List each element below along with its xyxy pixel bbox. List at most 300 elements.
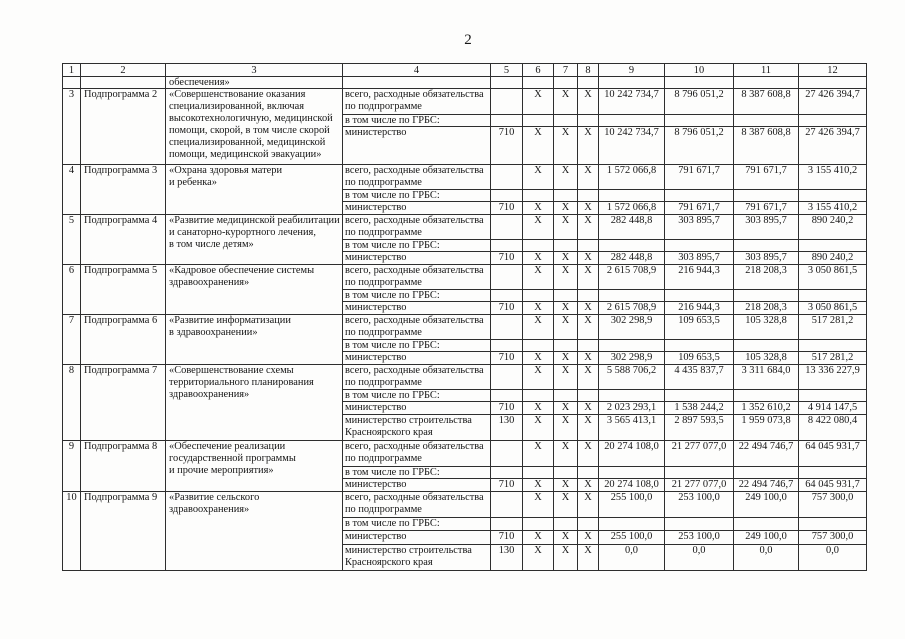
x-mark: Х xyxy=(554,352,578,365)
expense-row xyxy=(63,165,867,190)
amount-cell xyxy=(734,290,799,302)
x-mark: Х xyxy=(554,441,578,467)
amount-cell xyxy=(599,290,665,302)
label-line: в том числе по ГРБС: xyxy=(345,290,440,301)
title-line: «Развитие медицинской реабилитации xyxy=(169,215,340,226)
label-line: по подпрограмме xyxy=(345,101,422,112)
label-line: всего, расходные обязательства xyxy=(345,215,484,226)
subprogram-group xyxy=(63,89,867,165)
x-mark: Х xyxy=(578,479,599,492)
column-number-header: 2 xyxy=(81,64,166,77)
x-mark xyxy=(578,390,599,402)
title-line: и прочие мероприятия» xyxy=(169,465,274,476)
label-line: по подпрограмме xyxy=(345,277,422,288)
amount-cell xyxy=(599,77,665,89)
continuation-group xyxy=(63,77,867,89)
x-mark: Х xyxy=(523,252,554,265)
amount-cell: 3 050 861,5 xyxy=(799,302,867,315)
amount-cell: 0,0 xyxy=(799,545,867,571)
grbs-code xyxy=(491,492,523,518)
expense-label xyxy=(343,402,491,415)
label-line: по подпрограмме xyxy=(345,227,422,238)
amount-cell xyxy=(599,115,665,127)
expense-label xyxy=(343,315,491,340)
grbs-code xyxy=(491,290,523,302)
grbs-code: 710 xyxy=(491,352,523,365)
amount-cell xyxy=(665,518,734,531)
x-mark: Х xyxy=(578,215,599,240)
label-line: министерство xyxy=(345,402,407,413)
label-line: по подпрограмме xyxy=(345,377,422,388)
x-mark: Х xyxy=(578,127,599,165)
expense-label xyxy=(343,115,491,127)
amount-cell: 3 155 410,2 xyxy=(799,165,867,190)
x-mark: Х xyxy=(523,165,554,190)
x-mark xyxy=(523,240,554,252)
label-line: министерство строительства xyxy=(345,415,472,426)
x-mark xyxy=(578,115,599,127)
grbs-code xyxy=(491,315,523,340)
expense-label xyxy=(343,202,491,215)
row-number: 10 xyxy=(63,492,81,571)
x-mark xyxy=(578,340,599,352)
x-mark xyxy=(578,518,599,531)
x-mark xyxy=(578,290,599,302)
amount-cell xyxy=(799,190,867,202)
title-line: территориального планирования xyxy=(169,377,314,388)
title-line: здравоохранения» xyxy=(169,504,250,515)
x-mark: Х xyxy=(523,202,554,215)
x-mark: Х xyxy=(523,265,554,290)
label-line: в том числе по ГРБС: xyxy=(345,115,440,126)
title-line: «Кадровое обеспечение системы xyxy=(169,265,315,276)
amount-cell: 22 494 746,7 xyxy=(734,441,799,467)
expense-label xyxy=(343,290,491,302)
amount-cell xyxy=(734,340,799,352)
amount-cell: 303 895,7 xyxy=(665,252,734,265)
amount-cell: 282 448,8 xyxy=(599,215,665,240)
row-number: 3 xyxy=(63,89,81,165)
x-mark: Х xyxy=(554,265,578,290)
amount-cell xyxy=(734,390,799,402)
amount-cell xyxy=(599,240,665,252)
amount-cell xyxy=(734,115,799,127)
label-line: в том числе по ГРБС: xyxy=(345,518,440,529)
title-line: здравоохранения» xyxy=(169,277,250,288)
grbs-code xyxy=(491,190,523,202)
grbs-code: 710 xyxy=(491,202,523,215)
title-line: высокотехнологичную, медицинской xyxy=(169,113,333,124)
expense-label xyxy=(343,365,491,390)
x-mark xyxy=(523,340,554,352)
label-line: всего, расходные обязательства xyxy=(345,265,484,276)
expense-label xyxy=(343,77,491,89)
x-mark: Х xyxy=(578,265,599,290)
title-line: здравоохранения» xyxy=(169,389,250,400)
grbs-code: 130 xyxy=(491,415,523,441)
x-mark xyxy=(578,77,599,89)
amount-cell: 216 944,3 xyxy=(665,302,734,315)
title-line: помощи, скорой, в том числе скорой xyxy=(169,125,330,136)
expense-label xyxy=(343,240,491,252)
expense-row xyxy=(63,492,867,518)
subprogram-title xyxy=(166,441,343,492)
subprogram-name: Подпрограмма 9 xyxy=(81,492,166,571)
label-line: всего, расходные обязательства xyxy=(345,492,484,503)
x-mark: Х xyxy=(578,545,599,571)
x-mark: Х xyxy=(578,352,599,365)
amount-cell: 4 914 147,5 xyxy=(799,402,867,415)
grbs-code: 130 xyxy=(491,545,523,571)
label-line: всего, расходные обязательства xyxy=(345,165,484,176)
x-mark: Х xyxy=(554,202,578,215)
amount-cell xyxy=(799,340,867,352)
amount-cell: 10 242 734,7 xyxy=(599,127,665,165)
expense-label xyxy=(343,340,491,352)
title-line: помощи, медицинской эвакуации» xyxy=(169,149,322,160)
subprogram-group xyxy=(63,441,867,492)
expense-row xyxy=(63,265,867,290)
grbs-code xyxy=(491,441,523,467)
x-mark: Х xyxy=(523,479,554,492)
x-mark: Х xyxy=(523,365,554,390)
label-line: Красноярского края xyxy=(345,557,433,568)
grbs-code xyxy=(491,215,523,240)
x-mark xyxy=(523,518,554,531)
amount-cell: 791 671,7 xyxy=(665,202,734,215)
x-mark: Х xyxy=(523,89,554,115)
subprogram-group xyxy=(63,365,867,441)
subprogram-name: Подпрограмма 2 xyxy=(81,89,166,165)
page-number: 2 xyxy=(464,32,472,48)
expense-label xyxy=(343,531,491,545)
amount-cell: 5 588 706,2 xyxy=(599,365,665,390)
grbs-code xyxy=(491,240,523,252)
x-mark: Х xyxy=(554,402,578,415)
amount-cell: 2 023 293,1 xyxy=(599,402,665,415)
column-number-header: 8 xyxy=(578,64,599,77)
x-mark: Х xyxy=(523,315,554,340)
label-line: министерство xyxy=(345,127,407,138)
amount-cell: 1 352 610,2 xyxy=(734,402,799,415)
amount-cell: 21 277 077,0 xyxy=(665,479,734,492)
amount-cell: 0,0 xyxy=(665,545,734,571)
subprogram-title xyxy=(166,365,343,441)
label-line: по подпрограмме xyxy=(345,504,422,515)
budget-table xyxy=(62,63,867,571)
label-line: министерство xyxy=(345,531,407,542)
subprogram-name: Подпрограмма 3 xyxy=(81,165,166,215)
x-mark: Х xyxy=(523,215,554,240)
x-mark xyxy=(554,115,578,127)
label-line: всего, расходные обязательства xyxy=(345,315,484,326)
amount-cell: 2 615 708,9 xyxy=(599,265,665,290)
grbs-code xyxy=(491,77,523,89)
amount-cell xyxy=(799,290,867,302)
grbs-code xyxy=(491,265,523,290)
x-mark xyxy=(554,77,578,89)
x-mark xyxy=(523,77,554,89)
amount-cell: 0,0 xyxy=(599,545,665,571)
x-mark: Х xyxy=(523,127,554,165)
x-mark xyxy=(523,290,554,302)
x-mark: Х xyxy=(554,165,578,190)
expense-label xyxy=(343,545,491,571)
row-number: 7 xyxy=(63,315,81,365)
subprogram-name: Подпрограмма 6 xyxy=(81,315,166,365)
amount-cell: 216 944,3 xyxy=(665,265,734,290)
amount-cell xyxy=(734,467,799,479)
title-line: и санаторно-курортного лечения, xyxy=(169,227,316,238)
title-line: «Обеспечение реализации xyxy=(169,441,286,452)
amount-cell xyxy=(599,518,665,531)
amount-cell: 302 298,9 xyxy=(599,315,665,340)
title-line: «Совершенствование оказания xyxy=(169,89,306,100)
label-line: министерство xyxy=(345,302,407,313)
amount-cell: 890 240,2 xyxy=(799,215,867,240)
title-line: специализированной, медицинской xyxy=(169,137,326,148)
amount-cell xyxy=(665,467,734,479)
amount-cell: 253 100,0 xyxy=(665,531,734,545)
expense-row xyxy=(63,215,867,240)
expense-label xyxy=(343,165,491,190)
amount-cell xyxy=(734,190,799,202)
label-line: министерство xyxy=(345,252,407,263)
x-mark: Х xyxy=(554,89,578,115)
amount-cell xyxy=(734,518,799,531)
subprogram-name xyxy=(81,77,166,89)
amount-cell: 1 959 073,8 xyxy=(734,415,799,441)
x-mark: Х xyxy=(554,545,578,571)
amount-cell xyxy=(734,240,799,252)
amount-cell: 2 615 708,9 xyxy=(599,302,665,315)
subprogram-name: Подпрограмма 8 xyxy=(81,441,166,492)
amount-cell: 64 045 931,7 xyxy=(799,479,867,492)
x-mark: Х xyxy=(578,252,599,265)
grbs-code: 710 xyxy=(491,127,523,165)
label-line: всего, расходные обязательства xyxy=(345,365,484,376)
expense-label xyxy=(343,352,491,365)
amount-cell: 22 494 746,7 xyxy=(734,479,799,492)
expense-label xyxy=(343,390,491,402)
amount-cell: 105 328,8 xyxy=(734,315,799,340)
amount-cell: 3 155 410,2 xyxy=(799,202,867,215)
label-line: в том числе по ГРБС: xyxy=(345,467,440,478)
amount-cell: 791 671,7 xyxy=(665,165,734,190)
expense-label xyxy=(343,252,491,265)
amount-cell xyxy=(599,190,665,202)
amount-cell: 8 387 608,8 xyxy=(734,127,799,165)
amount-cell: 1 572 066,8 xyxy=(599,165,665,190)
amount-cell: 20 274 108,0 xyxy=(599,441,665,467)
amount-cell xyxy=(665,290,734,302)
subprogram-title xyxy=(166,315,343,365)
amount-cell: 105 328,8 xyxy=(734,352,799,365)
grbs-code xyxy=(491,115,523,127)
amount-cell: 3 311 684,0 xyxy=(734,365,799,390)
title-line: в том числе детям» xyxy=(169,239,254,250)
column-number-header: 9 xyxy=(599,64,665,77)
column-number-header: 1 xyxy=(63,64,81,77)
amount-cell xyxy=(799,240,867,252)
amount-cell: 1 572 066,8 xyxy=(599,202,665,215)
amount-cell: 109 653,5 xyxy=(665,352,734,365)
x-mark xyxy=(554,390,578,402)
amount-cell: 20 274 108,0 xyxy=(599,479,665,492)
grbs-code xyxy=(491,467,523,479)
amount-cell xyxy=(799,518,867,531)
x-mark: Х xyxy=(578,89,599,115)
expense-label xyxy=(343,265,491,290)
subprogram-title xyxy=(166,89,343,165)
x-mark: Х xyxy=(554,315,578,340)
grbs-code: 710 xyxy=(491,252,523,265)
amount-cell: 218 208,3 xyxy=(734,302,799,315)
row-number: 9 xyxy=(63,441,81,492)
title-line: «Развитие информатизации xyxy=(169,315,291,326)
subprogram-title xyxy=(166,265,343,315)
amount-cell: 4 435 837,7 xyxy=(665,365,734,390)
x-mark xyxy=(554,467,578,479)
grbs-code xyxy=(491,390,523,402)
expense-row xyxy=(63,441,867,467)
column-number-header: 7 xyxy=(554,64,578,77)
continuation-row xyxy=(63,77,867,89)
subprogram-title xyxy=(166,165,343,215)
amount-cell: 303 895,7 xyxy=(665,215,734,240)
column-number-header: 4 xyxy=(343,64,491,77)
amount-cell xyxy=(599,340,665,352)
x-mark: Х xyxy=(554,127,578,165)
x-mark xyxy=(523,190,554,202)
expense-label xyxy=(343,302,491,315)
label-line: в том числе по ГРБС: xyxy=(345,240,440,251)
grbs-code xyxy=(491,165,523,190)
x-mark: Х xyxy=(523,545,554,571)
amount-cell: 27 426 394,7 xyxy=(799,89,867,115)
label-line: по подпрограмме xyxy=(345,177,422,188)
subprogram-name: Подпрограмма 5 xyxy=(81,265,166,315)
column-number-row xyxy=(63,64,867,77)
amount-cell: 8 422 080,4 xyxy=(799,415,867,441)
amount-cell: 109 653,5 xyxy=(665,315,734,340)
amount-cell: 64 045 931,7 xyxy=(799,441,867,467)
grbs-code: 710 xyxy=(491,531,523,545)
column-number-header: 10 xyxy=(665,64,734,77)
amount-cell: 218 208,3 xyxy=(734,265,799,290)
x-mark: Х xyxy=(554,365,578,390)
x-mark: Х xyxy=(554,415,578,441)
x-mark: Х xyxy=(578,402,599,415)
x-mark: Х xyxy=(523,302,554,315)
title-line: «Совершенствование схемы xyxy=(169,365,294,376)
expense-row xyxy=(63,365,867,390)
amount-cell: 10 242 734,7 xyxy=(599,89,665,115)
x-mark xyxy=(523,390,554,402)
subprogram-title xyxy=(166,215,343,265)
expense-label xyxy=(343,215,491,240)
amount-cell xyxy=(799,390,867,402)
row-number: 4 xyxy=(63,165,81,215)
row-number: 6 xyxy=(63,265,81,315)
subprogram-group xyxy=(63,315,867,365)
x-mark: Х xyxy=(554,215,578,240)
x-mark xyxy=(578,190,599,202)
x-mark xyxy=(578,240,599,252)
title-line: специализированной, включая xyxy=(169,101,304,112)
expense-label xyxy=(343,467,491,479)
title-line: «Развитие сельского xyxy=(169,492,260,503)
x-mark: Х xyxy=(523,402,554,415)
expense-label xyxy=(343,441,491,467)
amount-cell: 890 240,2 xyxy=(799,252,867,265)
amount-cell: 13 336 227,9 xyxy=(799,365,867,390)
grbs-code xyxy=(491,518,523,531)
amount-cell xyxy=(599,467,665,479)
amount-cell: 1 538 244,2 xyxy=(665,402,734,415)
x-mark: Х xyxy=(523,492,554,518)
title-line: «Охрана здоровья матери xyxy=(169,165,283,176)
label-line: министерство xyxy=(345,352,407,363)
amount-cell: 21 277 077,0 xyxy=(665,441,734,467)
amount-cell: 791 671,7 xyxy=(734,165,799,190)
amount-cell: 249 100,0 xyxy=(734,531,799,545)
x-mark: Х xyxy=(578,531,599,545)
title-line: обеспечения» xyxy=(169,77,230,88)
x-mark: Х xyxy=(554,531,578,545)
grbs-code: 710 xyxy=(491,302,523,315)
amount-cell xyxy=(665,240,734,252)
subprogram-group xyxy=(63,215,867,265)
x-mark: Х xyxy=(578,492,599,518)
x-mark: Х xyxy=(554,252,578,265)
grbs-code xyxy=(491,340,523,352)
title-line: и ребенка» xyxy=(169,177,217,188)
title-line: государственной программы xyxy=(169,453,296,464)
amount-cell: 0,0 xyxy=(734,545,799,571)
x-mark: Х xyxy=(578,315,599,340)
amount-cell: 303 895,7 xyxy=(734,252,799,265)
column-number-header: 3 xyxy=(166,64,343,77)
amount-cell: 791 671,7 xyxy=(734,202,799,215)
amount-cell: 8 796 051,2 xyxy=(665,127,734,165)
grbs-code: 710 xyxy=(491,479,523,492)
x-mark: Х xyxy=(578,202,599,215)
x-mark xyxy=(554,240,578,252)
label-line: министерство строительства xyxy=(345,545,472,556)
subprogram-group xyxy=(63,165,867,215)
amount-cell xyxy=(799,115,867,127)
x-mark: Х xyxy=(523,531,554,545)
amount-cell: 282 448,8 xyxy=(599,252,665,265)
amount-cell: 757 300,0 xyxy=(799,531,867,545)
label-line: в том числе по ГРБС: xyxy=(345,390,440,401)
amount-cell xyxy=(599,390,665,402)
subprogram-name: Подпрограмма 4 xyxy=(81,215,166,265)
label-line: по подпрограмме xyxy=(345,327,422,338)
x-mark xyxy=(554,340,578,352)
amount-cell: 517 281,2 xyxy=(799,315,867,340)
row-number: 8 xyxy=(63,365,81,441)
expense-label xyxy=(343,190,491,202)
x-mark: Х xyxy=(523,415,554,441)
amount-cell xyxy=(799,77,867,89)
subprogram-group xyxy=(63,492,867,571)
subprogram-name: Подпрограмма 7 xyxy=(81,365,166,441)
label-line: по подпрограмме xyxy=(345,453,422,464)
x-mark: Х xyxy=(578,365,599,390)
x-mark: Х xyxy=(578,415,599,441)
